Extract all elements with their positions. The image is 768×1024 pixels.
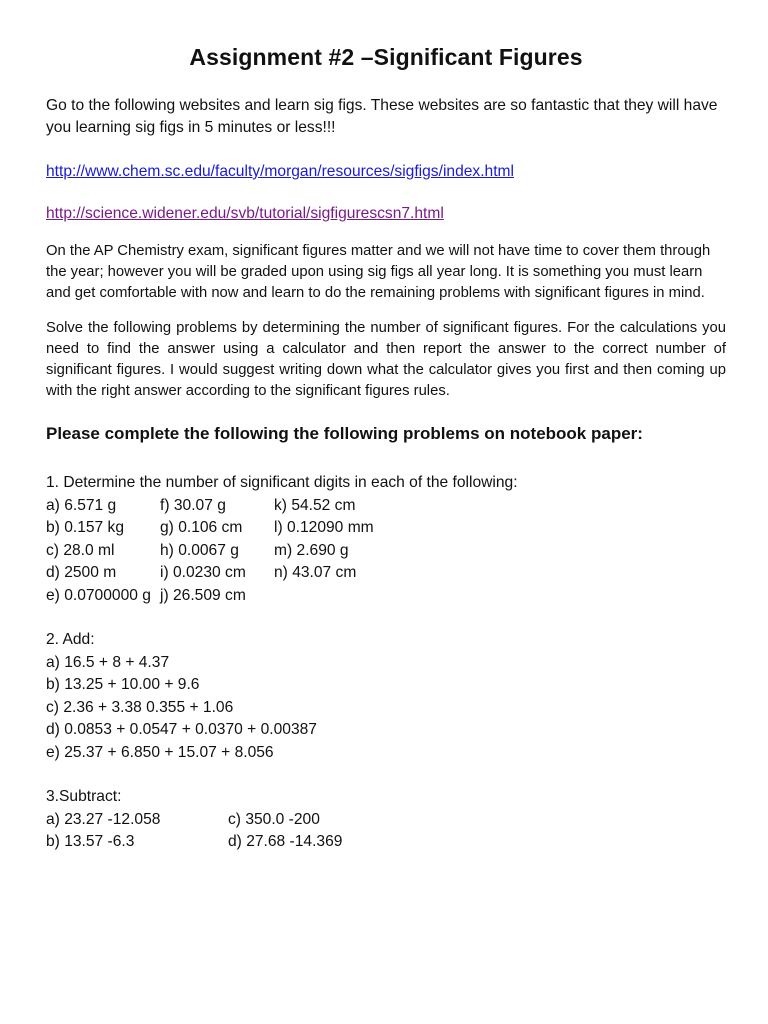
q2-item: c) 2.36 + 3.38 0.355 + 1.06	[46, 698, 234, 716]
ap-exam-paragraph: On the AP Chemistry exam, significant figures matter and we will not have time to cover them through the year; however you will be graded upon using sig figs all year long. It is something you must learn and get comfortable with now and learn to do the remaining problems with significant figures in mind.	[46, 243, 711, 301]
q1-item: m) 2.690 g	[274, 541, 349, 559]
q2-item: e) 25.37 + 6.850 + 15.07 + 8.056	[46, 743, 274, 761]
sigfigs-link-chem-sc[interactable]: http://www.chem.sc.edu/faculty/morgan/resources/sigfigs/index.html	[46, 163, 515, 180]
document-page	[46, 44, 726, 854]
q3-item: a) 23.27 -12.058	[46, 810, 161, 828]
q2-item: b) 13.25 + 10.00 + 9.6	[46, 676, 200, 693]
question-3-grid	[46, 809, 726, 854]
question-2-list	[46, 652, 726, 765]
question-2-title: 2. Add:	[46, 631, 95, 648]
q3-item: b) 13.57 -6.3	[46, 833, 135, 850]
instructions-paragraph: Solve the following problems by determining the number of significant figures. For the calculations you need to find the answer using a calculator and then report the answer to the correct number of significant figures. I would suggest writing down what the calculator gives you first and then coming up with the right answer according to the significant figures rules.	[46, 320, 726, 399]
q1-item: b) 0.157 kg	[46, 519, 125, 536]
intro-paragraph: Go to the following websites and learn sig figs. These websites are so fantastic that they will have you learning sig figs in 5 minutes or less!!!	[46, 97, 718, 136]
q2-item: a) 16.5 + 8 + 4.37	[46, 653, 170, 671]
question-1-title: 1. Determine the number of significant digits in each of the following:	[46, 474, 518, 491]
question-3	[46, 786, 726, 854]
question-3-title: 3.Subtract:	[46, 788, 122, 805]
q1-item: e) 0.0700000 g	[46, 586, 151, 604]
q1-item: c) 28.0 ml	[46, 541, 115, 559]
q1-item: j) 26.509 cm	[160, 586, 246, 604]
question-1	[46, 472, 726, 607]
question-1-grid	[46, 495, 726, 608]
page-title: Assignment #2 –Significant Figures	[189, 44, 583, 70]
q3-item: c) 350.0 -200	[228, 810, 320, 828]
question-2	[46, 629, 726, 764]
spacer	[46, 607, 726, 629]
q1-item: n) 43.07 cm	[274, 564, 357, 581]
notebook-heading: Please complete the following the following problems on notebook paper:	[46, 424, 643, 443]
q1-item: d) 2500 m	[46, 564, 117, 581]
q1-item: l) 0.12090 mm	[274, 519, 374, 536]
q3-item: d) 27.68 -14.369	[228, 833, 343, 850]
q1-item: a) 6.571 g	[46, 496, 117, 514]
sigfigs-link-widener[interactable]: http://science.widener.edu/svb/tutorial/sigfigurescsn7.html	[46, 205, 444, 222]
q1-item: h) 0.0067 g	[160, 541, 239, 559]
q1-item: k) 54.52 cm	[274, 496, 356, 514]
q1-item	[274, 585, 474, 608]
q1-item: f) 30.07 g	[160, 496, 226, 514]
spacer	[46, 764, 726, 786]
q1-item: i) 0.0230 cm	[160, 564, 246, 581]
q1-item: g) 0.106 cm	[160, 519, 243, 536]
q2-item: d) 0.0853 + 0.0547 + 0.0370 + 0.00387	[46, 721, 317, 738]
